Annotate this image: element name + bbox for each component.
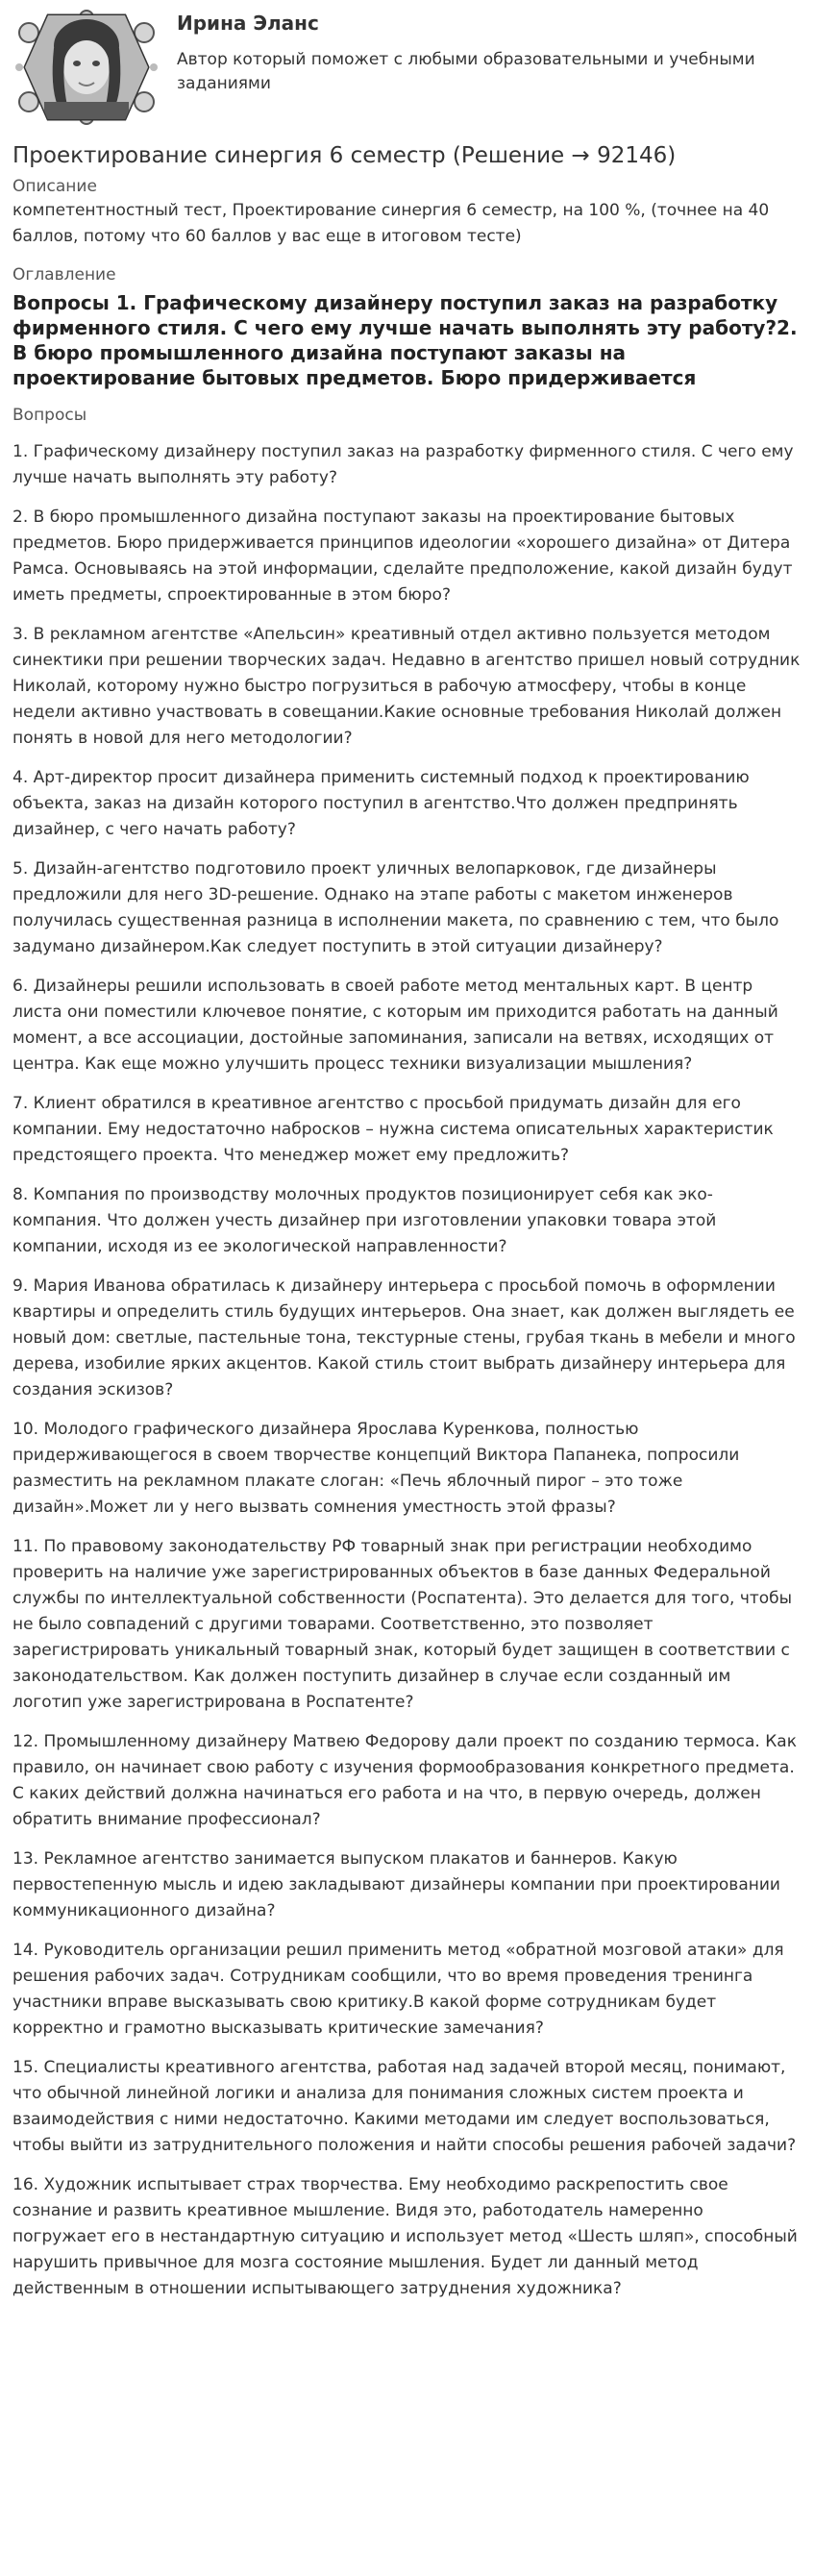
question-item: 9. Мария Иванова обратилась к дизайнеру интерьера с просьбой помочь в оформлении квартиры и определить стиль будущих интерьеров. Она знает, как должен выглядеть ее новый дом: светлые, пастельные тона, текстурные стены, грубая ткань в мебели и много дерева, изобилие ярких акцентов. Какой стиль стоит выбрать дизайнеру интерьера для создания эскизов? bbox=[12, 1276, 796, 1399]
toc-heading: Вопросы 1. Графическому дизайнеру поступил заказ на разработку фирменного стиля. С чего ему лучше начать выполнять эту работу?2. В бюро промышленного дизайна поступают заказы на проектирование бытовых предметов. Бюро придерживается bbox=[12, 291, 798, 389]
toc-label: Оглавление bbox=[12, 265, 116, 285]
question-item: 1. Графическому дизайнеру поступил заказ на разработку фирменного стиля. С чего ему лучше начать выполнять эту работу? bbox=[12, 442, 794, 487]
questions-label: Вопросы bbox=[12, 406, 87, 425]
question-item: 14. Руководитель организации решил применить метод «обратной мозговой атаки» для решения рабочих задач. Сотрудникам сообщили, что во время проведения тренинга участники вправе высказывать свою критику.В какой форме сотрудникам будет корректно и грамотно высказывать критические замечания? bbox=[12, 1941, 784, 2038]
question-item: 5. Дизайн-агентство подготовило проект уличных велопарковок, где дизайнеры предложили для него 3D-решение. Однако на этапе работы с макетом инженеров получилась существенная разница в исполнении макета, по сравнению с тем, что было задумано дизайнером.Как следует поступить в этой ситуации дизайнеру? bbox=[12, 859, 779, 956]
question-item: 2. В бюро промышленного дизайна поступают заказы на проектирование бытовых предметов. Бюро придерживается принципов идеологии «хорошего дизайна» от Дитера Рамса. Основываясь на этой информации, сделайте предположение, какой дизайн будут иметь предметы, спроектированные в этом бюро? bbox=[12, 508, 793, 605]
question-item: 8. Компания по производству молочных продуктов позиционирует себя как эко-компания. Что должен учесть дизайнер при изготовлении упаковки товара этой компании, исходя из ее экологической направленности? bbox=[12, 1185, 717, 1256]
question-item: 6. Дизайнеры решили использовать в своей работе метод ментальных карт. В центр листа они поместили ключевое понятие, с которым им приходится работать на данный момент, а все ассоциации, достойные запоминания, записали на ветвях, исходящих от центра. Как еще можно улучшить процесс техники визуализации мышления? bbox=[12, 977, 778, 1074]
author-avatar[interactable] bbox=[15, 10, 158, 125]
author-description: Автор который поможет с любыми образовательными и учебными заданиями bbox=[177, 50, 755, 93]
question-item: 10. Молодого графического дизайнера Ярослава Куренкова, полностью придерживающегося в своем творчестве концепций Виктора Папанека, попросили разместить на рекламном плакате слоган: «Печь яблочный пирог – это тоже дизайн».Может ли у него вызвать сомнения уместность этой фразы? bbox=[12, 1420, 740, 1517]
questions-list bbox=[12, 439, 802, 2302]
author-info bbox=[177, 10, 773, 96]
question-item: 11. По правовому законодательству РФ товарный знак при регистрации необходимо проверить на наличие уже зарегистрированных объектов в базе данных Федеральной службы по интеллектуальной собственности (Роспатента). Это делается для того, чтобы не было совпадений с другими товарами. Соответственно, это позволяет зарегистрировать уникальный товарный знак, который будет защищен в соответствии с законодательством. Как должен поступить дизайнер в случае если созданный им логотип уже зарегистрирована в Роспатенте? bbox=[12, 1537, 793, 1712]
author-name[interactable]: Ирина Эланс bbox=[177, 12, 319, 35]
question-item: 7. Клиент обратился в креативное агентство с просьбой придумать дизайн для его компании. Ему недостаточно набросков – нужна система описательных характеристик предстоящего проекта. Что менеджер может ему предложить? bbox=[12, 1094, 774, 1165]
description-label: Описание bbox=[12, 177, 97, 196]
author-card bbox=[12, 0, 802, 127]
question-item: 4. Арт-директор просит дизайнера применить системный подход к проектированию объекта, заказ на дизайн которого поступил в агентство.Что должен предпринять дизайнер, с чего начать работу? bbox=[12, 768, 750, 839]
question-item: 13. Рекламное агентство занимается выпуском плакатов и баннеров. Какую первостепенную мысль и идею закладывают дизайнеры компании при проектировании коммуникационного дизайна? bbox=[12, 1849, 780, 1920]
question-item: 16. Художник испытывает страх творчества. Ему необходимо раскрепостить свое сознание и развить креативное мышление. Видя это, работодатель намеренно погружает его в нестандартную ситуацию и использует метод «Шесть шляп», способный нарушить привычное для мозга состояние мышления. Будет ли данный метод действенным в отношении испытывающего затруднения художника? bbox=[12, 2175, 798, 2298]
work-title: Проектирование синергия 6 семестр (Решение → 92146) bbox=[12, 143, 677, 168]
description-text: компетентностный тест, Проектирование синергия 6 семестр, на 100 %, (точнее на 40 баллов, потому что 60 баллов у вас еще в итоговом тесте) bbox=[12, 201, 770, 246]
question-item: 15. Специалисты креативного агентства, работая над задачей второй месяц, понимают, что обычной линейной логики и анализа для понимания сложных систем проекта и взаимодействия с ними недостаточно. Какими методами им следует воспользоваться, чтобы выйти из затруднительного положения и найти способы решения рабочей задачи? bbox=[12, 2058, 797, 2155]
question-item: 3. В рекламном агентстве «Апельсин» креативный отдел активно пользуется методом синектики при решении творческих задач. Недавно в агентство пришел новый сотрудник Николай, которому нужно быстро погрузиться в рабочую атмосферу, чтобы в конце недели активно участвовать в совещании.Какие основные требования Николай должен понять в новой для него методологии? bbox=[12, 625, 801, 748]
avatar-image bbox=[15, 10, 158, 125]
question-item: 12. Промышленному дизайнеру Матвею Федорову дали проект по созданию термоса. Как правило, он начинает свою работу с изучения формообразования конкретного предмета. С каких действий должна начинаться его работа и на что, в первую очередь, должен обратить внимание профессионал? bbox=[12, 1732, 797, 1829]
